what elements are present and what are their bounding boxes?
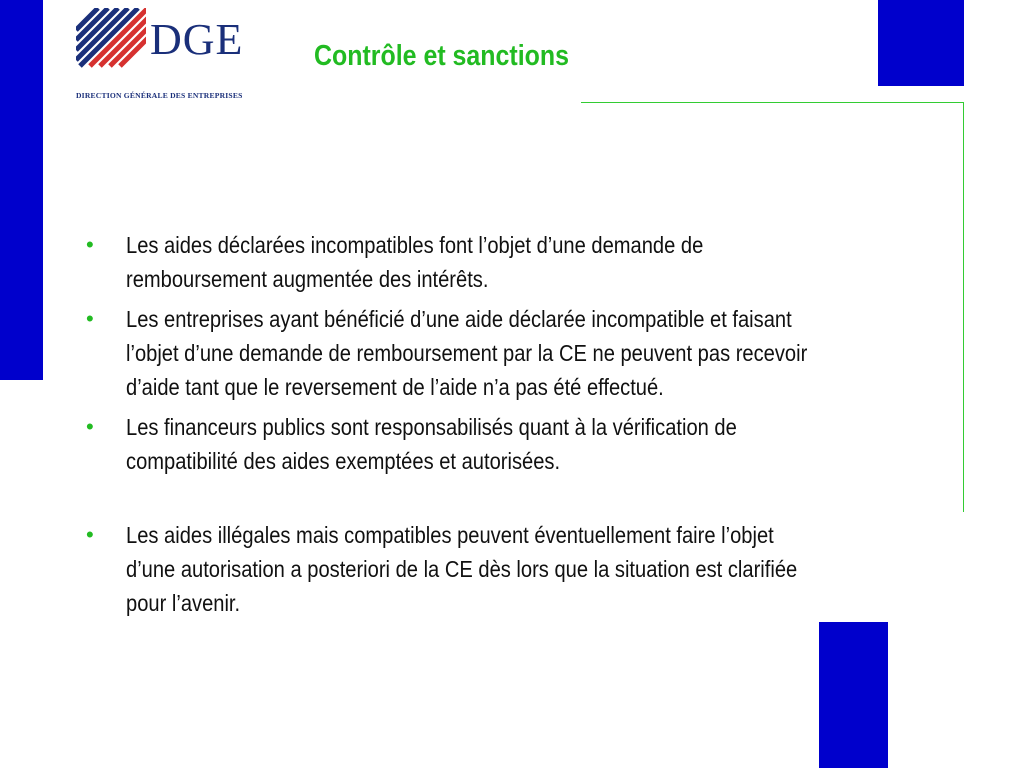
slide-title: Contrôle et sanctions [314, 40, 569, 72]
bullet-line: Les aides illégales mais compatibles peuvent éventuellement faire l’objet [126, 522, 774, 548]
logo-stripes-icon [76, 8, 146, 78]
bullet-text [126, 302, 914, 404]
decorative-blue-square-top [878, 0, 964, 86]
dge-logo [74, 6, 244, 102]
bullet-line: compatibilité des aides exemptées et autorisées. [126, 448, 561, 474]
bullet-line: Les aides déclarées incompatibles font l’objet d’une demande de [126, 232, 704, 258]
bullet-line: Les entreprises ayant bénéficié d’une aide déclarée incompatible et faisant [126, 306, 792, 332]
bullet-line: remboursement augmentée des intérêts. [126, 266, 489, 292]
decorative-green-line-horizontal [581, 102, 964, 103]
decorative-blue-bar-left [0, 0, 43, 380]
bullet-item [86, 518, 1006, 620]
bullet-item [86, 302, 1006, 404]
bullet-line: pour l’avenir. [126, 590, 241, 616]
bullet-marker: • [86, 414, 94, 439]
bullet-marker: • [86, 306, 94, 331]
logo-wordmark: DGE [150, 15, 244, 64]
bullet-list [86, 228, 1006, 626]
bullet-item [86, 228, 1006, 296]
bullet-line: Les financeurs publics sont responsabilisés quant à la vérification de [126, 414, 737, 440]
logo-subtitle: DIRECTION GÉNÉRALE DES ENTREPRISES [76, 91, 243, 100]
bullet-text [126, 518, 914, 620]
bullet-marker: • [86, 522, 94, 547]
bullet-marker: • [86, 232, 94, 257]
bullet-line: d’aide tant que le reversement de l’aide n’a pas été effectué. [126, 374, 664, 400]
bullet-line: d’une autorisation a posteriori de la CE dès lors que la situation est clarifiée [126, 556, 798, 582]
bullet-line: l’objet d’une demande de remboursement par la CE ne peuvent pas recevoir [126, 340, 808, 366]
bullet-text [126, 228, 914, 296]
decorative-blue-bar-bottom [819, 622, 888, 768]
bullet-item [86, 410, 1006, 478]
bullet-text [126, 410, 914, 478]
